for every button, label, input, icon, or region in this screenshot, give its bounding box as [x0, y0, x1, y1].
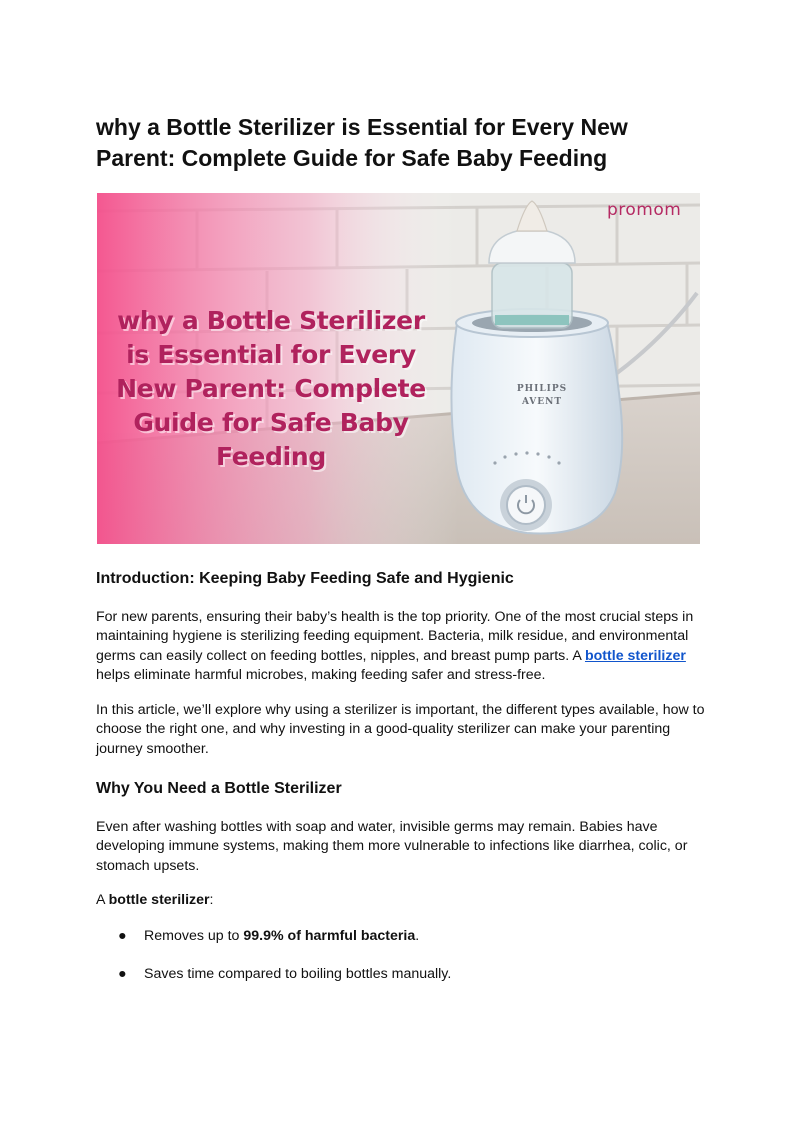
- list-item: [96, 965, 706, 984]
- device-brand-line1: PHILIPS: [516, 384, 568, 394]
- bullet-icon: ●: [118, 966, 127, 982]
- why-paragraph-1: Even after washing bottles with soap and water, invisible germs may remain. Babies have developing immune systems, making them more vulnerable to infections like diarrhea, colic, or stomach upsets.: [96, 819, 688, 874]
- intro-p1-text-after: helps eliminate harmful microbes, making feeding safer and stress-free.: [96, 666, 546, 683]
- intro-paragraph-1: [96, 608, 706, 685]
- page-title: why a Bottle Sterilizer is Essential for Every New Parent: Complete Guide for Safe Baby Feeding: [96, 114, 628, 171]
- device-brand-label: [507, 383, 577, 409]
- intro-p1-text-before: For new parents, ensuring their baby’s health is the top priority. One of the most crucial steps in maintaining hygiene is sterilizing feeding equipment. Bacteria, milk residue, and environmental germs can easily collect on feeding bottles, nipples, and breast pump parts. A: [96, 609, 694, 664]
- promom-logo: promom: [607, 200, 682, 220]
- intro-paragraph-2: In this article, we’ll explore why using a sterilizer is important, the different types available, how to choose the right one, and why investing in a good-quality sterilizer can make your parenting journey smoother.: [96, 702, 705, 757]
- bullet-icon: ●: [118, 928, 127, 944]
- hero-overlay-title: why a Bottle Sterilizer is Essential for Every New Parent: Complete Guide for Safe Baby Feeding: [116, 306, 426, 471]
- bottle-sterilizer-link[interactable]: bottle sterilizer: [584, 647, 686, 664]
- device-brand-line2: AVENT: [521, 397, 563, 407]
- sterilizer-benefits-list: [96, 927, 706, 984]
- hero-image: [97, 193, 700, 544]
- why-lead-bold: bottle sterilizer: [108, 892, 210, 908]
- list-item: [96, 927, 706, 946]
- bullet1-before: Removes up to: [144, 928, 244, 944]
- why-lead-a: A: [96, 892, 109, 908]
- bullet2-text: Saves time compared to boiling bottles manually.: [144, 966, 452, 982]
- bullet1-after: .: [415, 928, 420, 944]
- why-lead-line: [96, 891, 706, 910]
- why-heading: Why You Need a Bottle Sterilizer: [96, 780, 342, 797]
- intro-heading: Introduction: Keeping Baby Feeding Safe and Hygienic: [96, 570, 514, 587]
- bullet1-bold: 99.9% of harmful bacteria: [243, 928, 416, 944]
- why-lead-colon: :: [209, 892, 214, 908]
